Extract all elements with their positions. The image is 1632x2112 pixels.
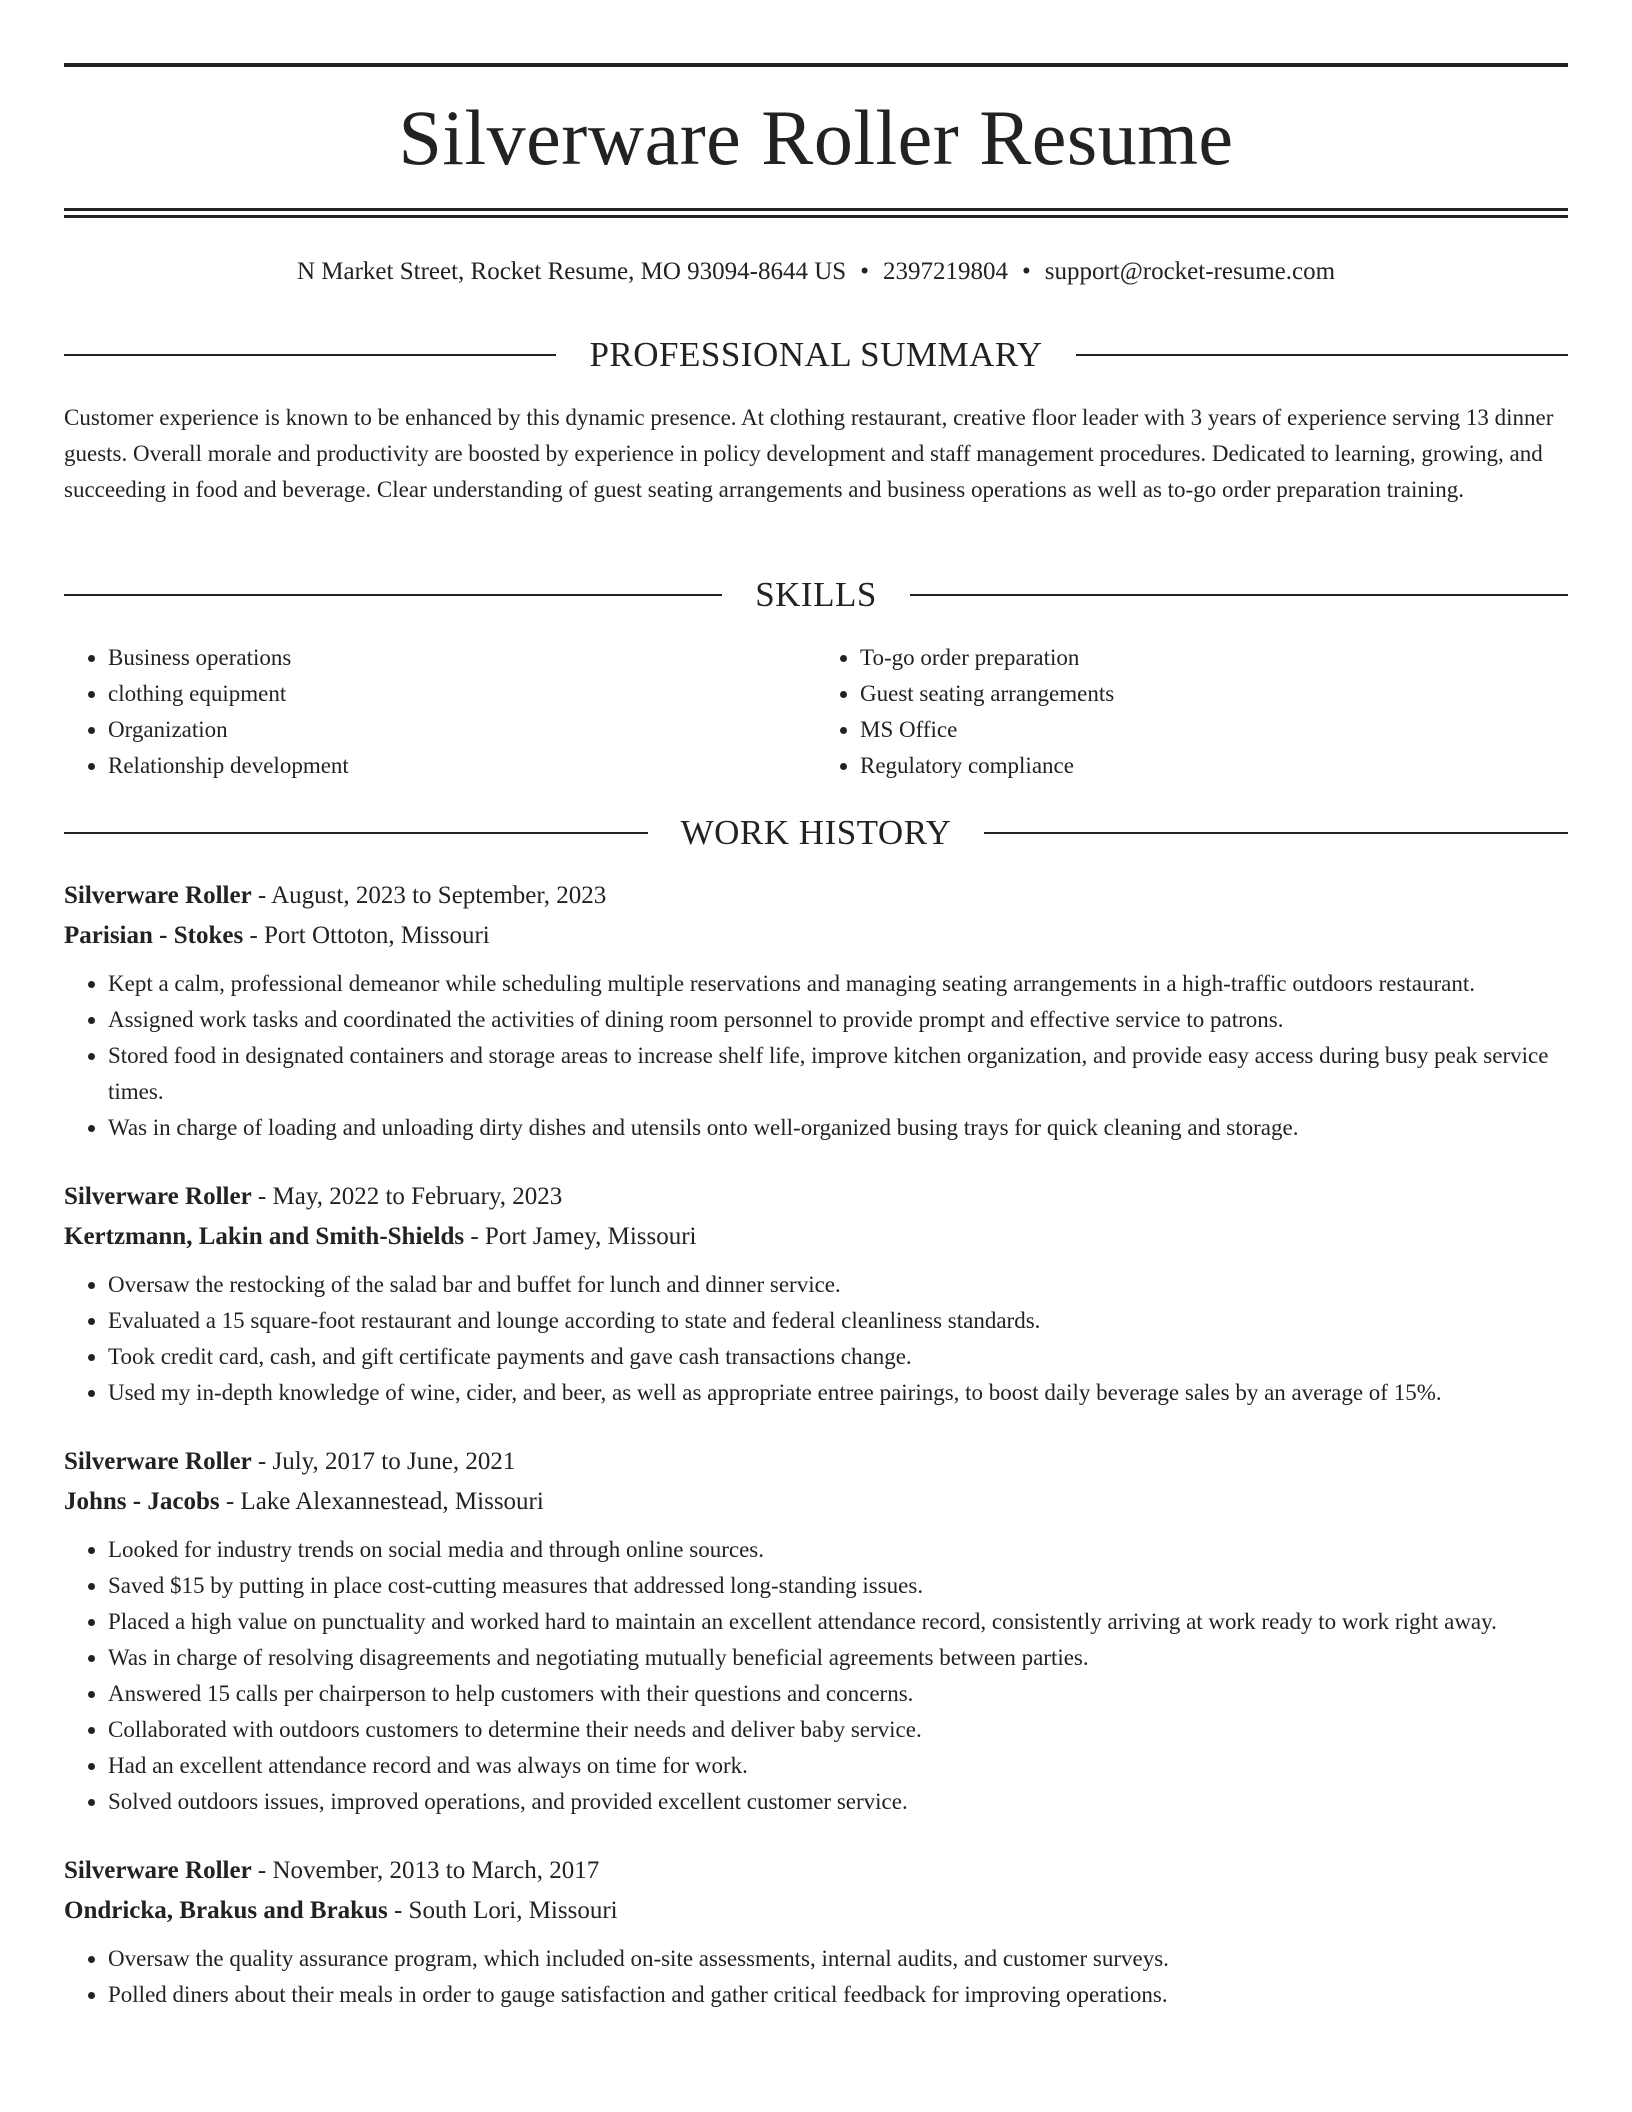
job-company: Parisian - Stokes <box>64 922 244 949</box>
skill-item: • MS Office <box>860 712 1568 748</box>
job-dates: November, 2013 to March, 2017 <box>272 1857 600 1884</box>
section-rule-left <box>64 832 648 834</box>
contact-email: support@rocket-resume.com <box>1044 258 1336 285</box>
title-double-rule <box>64 208 1568 218</box>
skills-column-left <box>64 640 816 784</box>
section-title-skills: SKILLS <box>755 575 877 614</box>
job-company-line: Ondricka, Brakus and Brakus - South Lori, Missouri <box>64 1897 618 1924</box>
job-bullets <box>64 1267 1568 1411</box>
job-entry <box>64 876 1568 1146</box>
job-company-line: Parisian - Stokes - Port Ottoton, Missouri <box>64 922 490 949</box>
job-role: Silverware Roller <box>64 882 252 909</box>
job-bullet: • Collaborated with outdoors customers to determine their needs and deliver baby service. <box>108 1712 1568 1748</box>
job-dates: July, 2017 to June, 2021 <box>272 1448 516 1475</box>
job-entry <box>64 1442 1568 1820</box>
section-title-work: WORK HISTORY <box>680 813 952 852</box>
job-bullet: • Polled diners about their meals in order to gauge satisfaction and gather critical feedback for improving operations. <box>108 1977 1568 2013</box>
skill-item: • Regulatory compliance <box>860 748 1568 784</box>
job-role-line: Silverware Roller - November, 2013 to March, 2017 <box>64 1857 600 1884</box>
job-company: Johns - Jacobs <box>64 1488 220 1515</box>
job-entry <box>64 1851 1568 2013</box>
job-company: Ondricka, Brakus and Brakus <box>64 1897 388 1924</box>
job-bullet: • Oversaw the quality assurance program, which included on-site assessments, internal audits, and customer surveys. <box>108 1941 1568 1977</box>
job-company: Kertzmann, Lakin and Smith-Shields <box>64 1223 465 1250</box>
section-rule-left <box>64 594 722 596</box>
job-bullets <box>64 1532 1568 1820</box>
section-rule-right <box>984 832 1568 834</box>
job-bullet: • Answered 15 calls per chairperson to help customers with their questions and concerns. <box>108 1676 1568 1712</box>
job-role: Silverware Roller <box>64 1857 252 1884</box>
job-bullet: • Stored food in designated containers and storage areas to increase shelf life, improve kitchen organization, and provide easy access during busy peak service times. <box>108 1038 1568 1110</box>
job-role-line: Silverware Roller - July, 2017 to June, 2021 <box>64 1448 516 1475</box>
section-rule-right <box>910 594 1568 596</box>
contact-address: N Market Street, Rocket Resume, MO 93094-8644 US <box>296 258 847 285</box>
job-location: Port Jamey, Missouri <box>484 1223 697 1250</box>
job-bullet: • Oversaw the restocking of the salad bar and buffet for lunch and dinner service. <box>108 1267 1568 1303</box>
job-bullet: • Used my in-depth knowledge of wine, cider, and beer, as well as appropriate entree pairings, to boost daily beverage sales by an average of 15%. <box>108 1375 1568 1411</box>
job-role: Silverware Roller <box>64 1183 252 1210</box>
job-location: South Lori, Missouri <box>408 1897 618 1924</box>
job-bullet: • Kept a calm, professional demeanor while scheduling multiple reservations and managing seating arrangements in a high-traffic outdoors restaurant. <box>108 966 1568 1002</box>
job-bullets <box>64 966 1568 1146</box>
skill-item: • Organization <box>108 712 816 748</box>
job-location: Lake Alexannestead, Missouri <box>240 1488 544 1515</box>
job-role-line: Silverware Roller - August, 2023 to September, 2023 <box>64 882 607 909</box>
section-rule-right <box>1076 354 1568 356</box>
job-company-line: Kertzmann, Lakin and Smith-Shields - Port Jamey, Missouri <box>64 1223 697 1250</box>
section-title-summary: PROFESSIONAL SUMMARY <box>589 335 1043 374</box>
contact-phone: 2397219804 <box>882 258 1008 285</box>
skill-item: • Business operations <box>108 640 816 676</box>
job-bullet: • Placed a high value on punctuality and worked hard to maintain an excellent attendance record, consistently arriving at work ready to work right away. <box>108 1604 1568 1640</box>
job-role-line: Silverware Roller - May, 2022 to February, 2023 <box>64 1183 563 1210</box>
job-bullet: • Evaluated a 15 square-foot restaurant and lounge according to state and federal cleanliness standards. <box>108 1303 1568 1339</box>
contact-separator: • <box>1021 258 1031 285</box>
work-history <box>64 876 1568 2044</box>
section-header-work <box>64 811 1568 855</box>
skill-item: • Guest seating arrangements <box>860 676 1568 712</box>
resume-title: Silverware Roller Resume <box>398 94 1234 181</box>
job-bullet: • Was in charge of resolving disagreements and negotiating mutually beneficial agreements between parties. <box>108 1640 1568 1676</box>
skill-item: • Relationship development <box>108 748 816 784</box>
section-header-skills <box>64 573 1568 617</box>
section-rule-left <box>64 354 556 356</box>
top-rule <box>64 63 1568 67</box>
job-bullets <box>64 1941 1568 2013</box>
job-dates: May, 2022 to February, 2023 <box>272 1183 563 1210</box>
skills-list <box>64 640 1568 784</box>
job-bullet: • Saved $15 by putting in place cost-cutting measures that addressed long-standing issues. <box>108 1568 1568 1604</box>
job-bullet: • Solved outdoors issues, improved operations, and provided excellent customer service. <box>108 1784 1568 1820</box>
summary-text: Customer experience is known to be enhanced by this dynamic presence. At clothing restaurant, creative floor leader with 3 years of experience serving 13 dinner guests. Overall morale and productivity are boosted by experience in policy development and staff management procedures. Dedicated to learning, growing, and succeeding in food and beverage. Clear understanding of guest seating arrangements and business operations as well as to-go order preparation training. <box>64 405 1554 502</box>
job-company-line: Johns - Jacobs - Lake Alexannestead, Missouri <box>64 1488 544 1515</box>
job-bullet: • Assigned work tasks and coordinated the activities of dining room personnel to provide prompt and effective service to patrons. <box>108 1002 1568 1038</box>
job-dates: August, 2023 to September, 2023 <box>271 882 607 909</box>
skill-item: • clothing equipment <box>108 676 816 712</box>
job-bullet: • Looked for industry trends on social media and through online sources. <box>108 1532 1568 1568</box>
job-bullet: • Was in charge of loading and unloading dirty dishes and utensils onto well-organized busing trays for quick cleaning and storage. <box>108 1110 1568 1146</box>
job-entry <box>64 1177 1568 1411</box>
section-header-summary <box>64 333 1568 377</box>
job-role: Silverware Roller <box>64 1448 252 1475</box>
skill-item: • To-go order preparation <box>860 640 1568 676</box>
skills-column-right <box>816 640 1568 784</box>
contact-line <box>64 255 1568 289</box>
job-bullet: • Had an excellent attendance record and was always on time for work. <box>108 1748 1568 1784</box>
job-bullet: • Took credit card, cash, and gift certificate payments and gave cash transactions change. <box>108 1339 1568 1375</box>
job-location: Port Ottoton, Missouri <box>264 922 490 949</box>
contact-separator: • <box>860 258 869 285</box>
